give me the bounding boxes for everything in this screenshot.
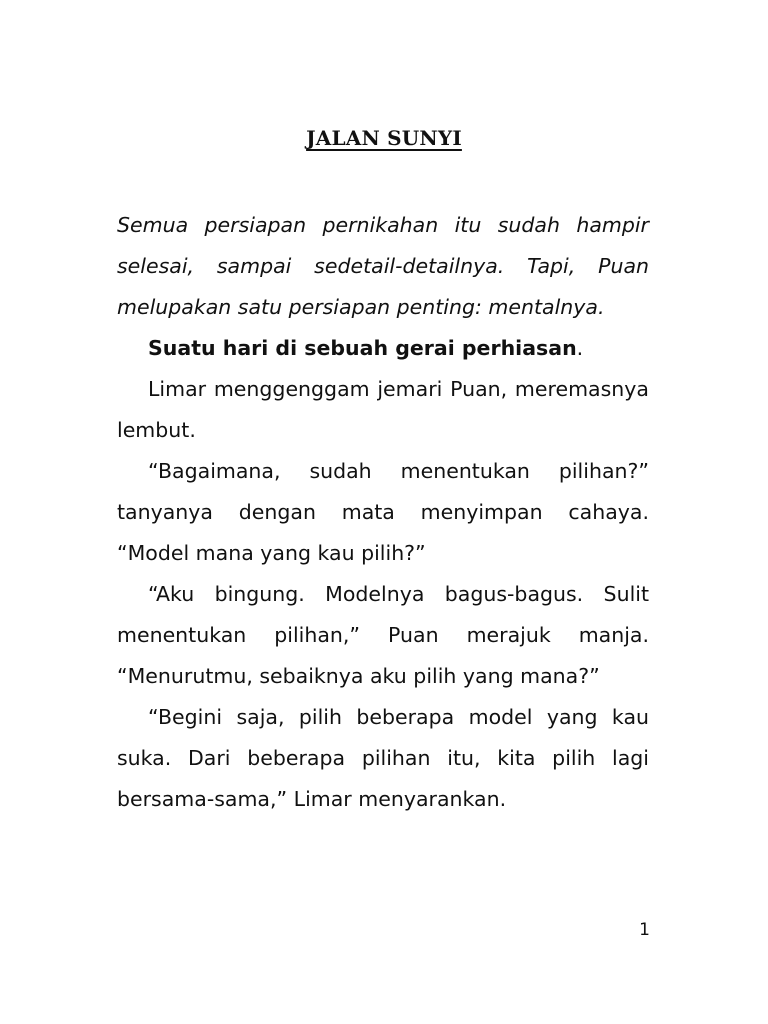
chapter-body [117, 205, 649, 820]
scene-heading: Suatu hari di sebuah gerai perhiasan [148, 336, 577, 360]
chapter-title: JALAN SUNYI [306, 126, 462, 150]
page-number: 1 [639, 920, 650, 940]
scene-heading-period: . [576, 336, 584, 360]
scene-heading-paragraph [117, 328, 649, 369]
paragraph-3: “Aku bingung. Modelnya bagus-bagus. Sulit menentukan pilihan,” Puan merajuk manja. “Menurutmu, sebaiknya aku pilih yang mana?” [117, 582, 649, 688]
paragraph-4: “Begini saja, pilih beberapa model yang kau suka. Dari beberapa pilihan itu, kita pilih lagi bersama-sama,” Limar menyarankan. [117, 705, 649, 811]
paragraph-2: “Bagaimana, sudah menentukan pilihan?” tanyanya dengan mata menyimpan cahaya. “Model mana yang kau pilih?” [117, 459, 649, 565]
paragraph-1: Limar menggenggam jemari Puan, meremasnya lembut. [117, 377, 649, 442]
intro-paragraph: Semua persiapan pernikahan itu sudah hampir selesai, sampai sedetail-detailnya. Tapi, Puan melupakan satu persiapan penting: mentalnya. [117, 213, 649, 319]
